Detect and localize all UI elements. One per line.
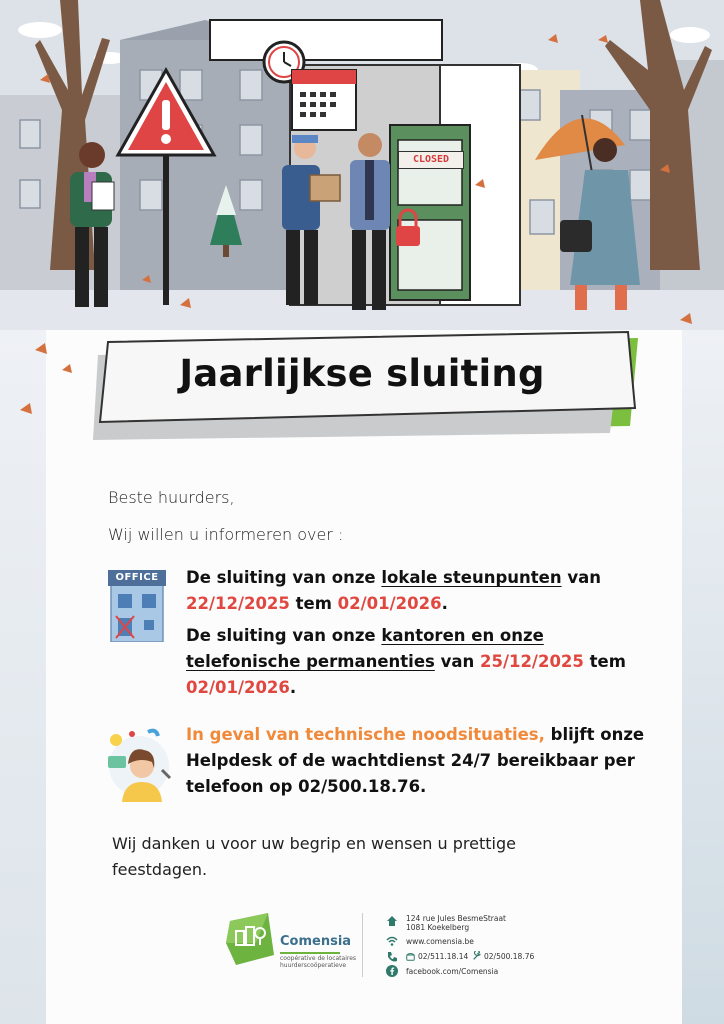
closure2-prefix: De sluiting van onze <box>186 626 382 645</box>
wifi-icon <box>386 935 398 947</box>
brand-name: Comensia <box>280 934 352 949</box>
footer-address-line1: 124 rue Jules BesmeStraat <box>406 914 506 923</box>
street-scene <box>0 0 724 330</box>
helpdesk-icon <box>104 726 174 802</box>
footer-phone-main[interactable]: 02/511.18.14 <box>418 952 469 961</box>
closure1-end: . <box>441 594 448 613</box>
closure1-link: lokale steunpunten <box>381 568 562 587</box>
greeting: Beste huurders, <box>108 488 235 507</box>
closure2-mid: tem <box>583 652 626 671</box>
brand-tagline-nl: huurderscoöperatieve <box>280 962 347 969</box>
home-icon <box>386 915 398 927</box>
landline-icon <box>406 952 415 961</box>
header-illustration <box>0 0 724 330</box>
closure2-from-date: 25/12/2025 <box>479 652 584 671</box>
closing-line2: feestdagen. <box>112 860 208 879</box>
brand-divider <box>280 952 340 954</box>
footer-facebook[interactable]: facebook.com/Comensia <box>406 967 499 976</box>
brand-tagline-fr: coopérative de locataires <box>280 955 357 962</box>
emergency-text-b: Helpdesk of de wachtdienst 24/7 bereikbaar per <box>186 751 635 770</box>
closure2-link-b: telefonische permanenties <box>186 652 435 671</box>
intro-lead: Wij willen u informeren over : <box>108 525 344 544</box>
footer-address-line2: 1081 Koekelberg <box>406 923 470 932</box>
office-label: OFFICE <box>115 572 159 583</box>
closure1-suffix: van <box>561 568 601 587</box>
closure2-end: . <box>289 678 297 697</box>
closure2-link-a: kantoren en onze <box>381 626 544 645</box>
page-title: Jaarlijkse sluiting <box>179 352 545 395</box>
emergency-text-a: blijft onze <box>544 725 645 744</box>
closure2-to-date: 02/01/2026 <box>186 678 290 697</box>
emergency-text-c: telefoon op 02/500.18.76. <box>186 777 427 796</box>
emergency-highlight: In geval van technische noodsituaties, <box>186 725 545 744</box>
emergency-notice <box>186 722 656 800</box>
closure-item-kantoren <box>186 623 656 701</box>
closure-item-steunpunten <box>186 565 656 617</box>
footer-divider <box>362 913 363 977</box>
closure1-mid: tem <box>289 594 338 613</box>
wrench-icon <box>472 951 482 961</box>
facebook-icon <box>386 965 398 977</box>
closure1-prefix: De sluiting van onze <box>186 568 382 587</box>
closure2-suffix: van <box>434 652 480 671</box>
closure1-to-date: 02/01/2026 <box>337 594 442 613</box>
closed-sign: CLOSED <box>398 151 464 169</box>
footer-website[interactable]: www.comensia.be <box>406 937 474 946</box>
closing-text <box>112 831 582 883</box>
closing-line1: Wij danken u voor uw begrip en wensen u prettige <box>112 834 516 853</box>
comensia-logo <box>226 913 274 965</box>
closure1-from-date: 22/12/2025 <box>186 594 290 613</box>
phone-icon <box>386 951 398 963</box>
office-icon <box>108 570 166 642</box>
footer-phone-helpdesk[interactable]: 02/500.18.76 <box>484 952 535 961</box>
